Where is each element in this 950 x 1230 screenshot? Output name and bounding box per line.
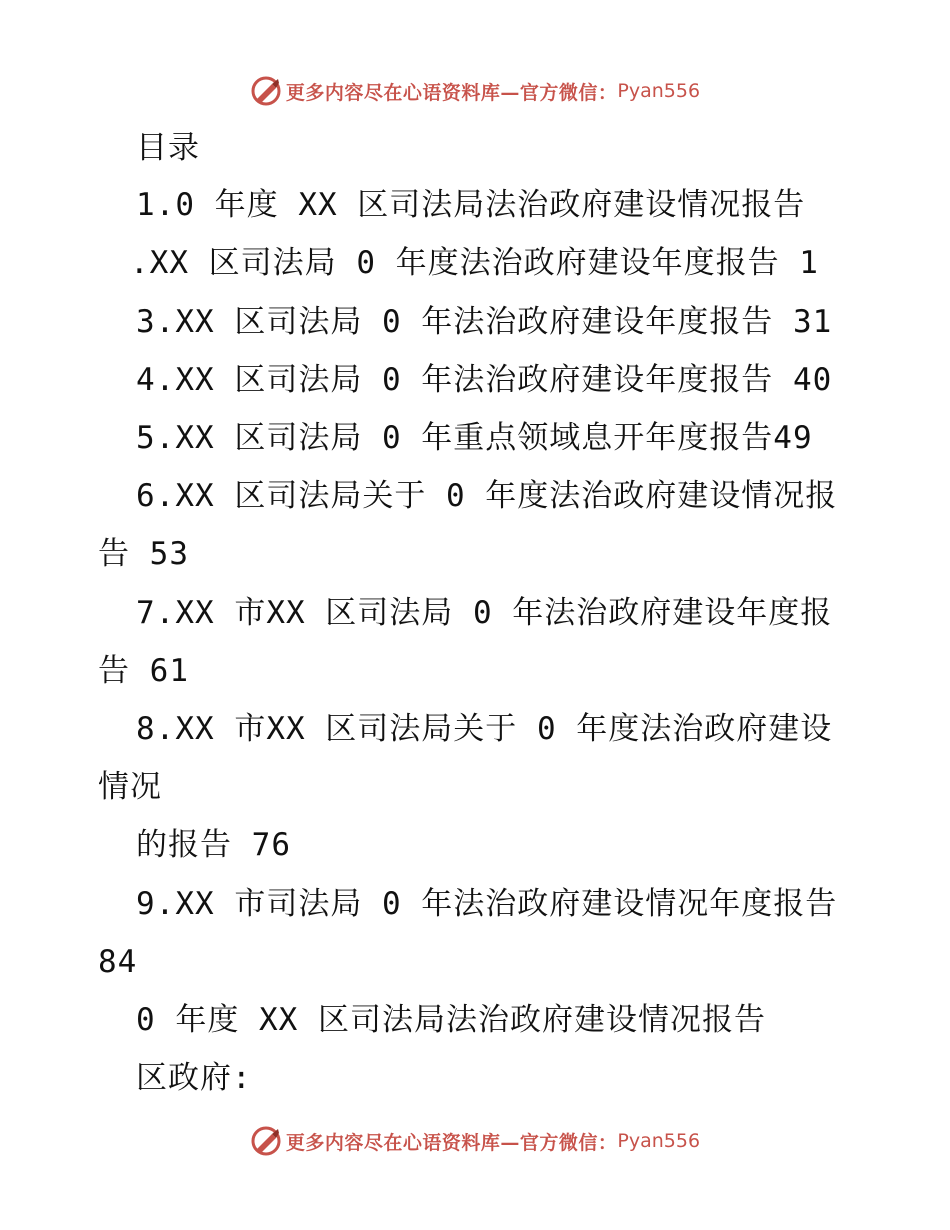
toc-line: 7.XX 市XX 区司法局 0 年法治政府建设年度报 xyxy=(136,595,833,631)
toc-line: 4.XX 区司法局 0 年法治政府建设年度报告 40 xyxy=(136,362,833,398)
header-watermark xyxy=(0,71,950,111)
toc-line: 告 61 xyxy=(98,653,189,689)
watermark-id: Pyan556 xyxy=(617,80,701,102)
toc-line: 84 xyxy=(98,944,138,980)
toc-line: .XX 区司法局 0 年度法治政府建设年度报告 1 xyxy=(130,245,819,281)
toc-line: 3.XX 区司法局 0 年法治政府建设年度报告 31 xyxy=(136,304,833,340)
toc-line: 8.XX 市XX 区司法局关于 0 年度法治政府建设 xyxy=(136,711,833,747)
pen-logo-icon xyxy=(250,1125,282,1157)
toc-line: 告 53 xyxy=(98,536,189,572)
toc-line: 9.XX 市司法局 0 年法治政府建设情况年度报告 xyxy=(136,886,838,922)
pen-logo-icon xyxy=(250,75,282,107)
toc-line: 的报告 76 xyxy=(136,827,291,863)
toc-line: 5.XX 区司法局 0 年重点领域息开年度报告49 xyxy=(136,420,813,456)
watermark-text: 更多内容尽在心语资料库—官方微信： xyxy=(285,81,618,104)
section-title: 0 年度 XX 区司法局法治政府建设情况报告 xyxy=(136,1002,766,1038)
toc-heading: 目录 xyxy=(136,130,200,166)
salutation: 区政府: xyxy=(136,1060,252,1096)
watermark-id: Pyan556 xyxy=(617,1130,701,1152)
toc-line: 1.0 年度 XX 区司法局法治政府建设情况报告 xyxy=(136,187,806,223)
toc-line: 6.XX 区司法局关于 0 年度法治政府建设情况报 xyxy=(136,478,838,514)
watermark-text: 更多内容尽在心语资料库—官方微信： xyxy=(285,1131,618,1154)
footer-watermark xyxy=(0,1121,950,1161)
toc-line: 情况 xyxy=(98,769,162,805)
